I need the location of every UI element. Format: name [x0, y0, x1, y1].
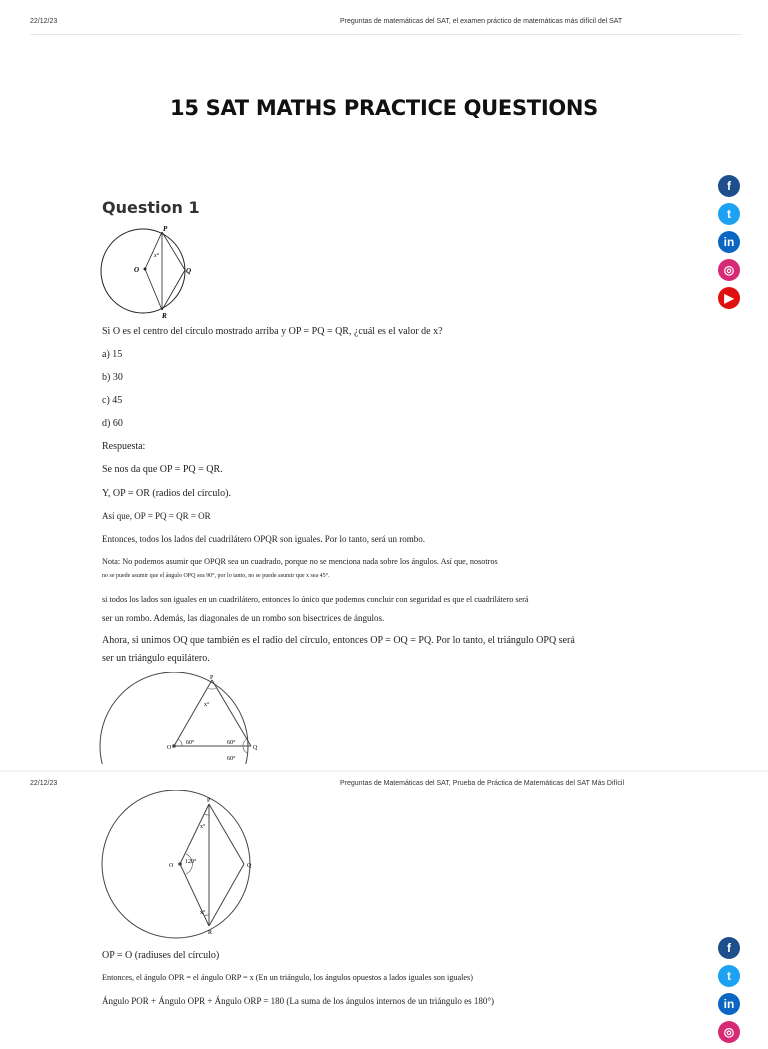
question-heading: Question 1 — [102, 198, 200, 217]
page-header — [0, 18, 768, 48]
fig1-label-o: O — [134, 266, 140, 274]
header-title: Preguntas de matemáticas del SAT, el examen práctico de matemáticas más difícil del SAT — [340, 18, 623, 25]
option-d: d) 60 — [102, 418, 123, 429]
note-line-2: no se puede asumir que el ángulo OPQ sea 90°, por lo tanto, no se puede asumir que x sea 45°. — [102, 573, 330, 579]
fig3-angle: 120° — [185, 859, 197, 865]
circle-figure-2 — [96, 672, 296, 764]
fig3-label-o: O — [169, 863, 174, 869]
instagram-icon[interactable]: ◎ — [718, 1021, 740, 1043]
option-a: a) 15 — [102, 349, 123, 360]
fig1-label-r: R — [162, 312, 167, 320]
facebook-icon[interactable]: f — [718, 175, 740, 197]
note-line-1: Nota: No podemos asumir que OPQR sea un cuadrado, porque no se menciona nada sobre los ángulos. Así que, nosotros — [102, 557, 498, 566]
social-bar — [718, 175, 742, 315]
instagram-icon[interactable]: ◎ — [718, 259, 740, 281]
page2-line-2: Entonces, el ángulo OPR = el ángulo ORP = x (En un triángulo, los ángulos opuestos a lados iguales son iguales) — [102, 973, 473, 982]
page2-line-3: Ángulo POR + Ángulo OPR + Ángulo ORP = 180 (La suma de los ángulos internos de un triángulo es 180°) — [102, 996, 494, 1006]
answer-line-4: Entonces, todos los lados del cuadrilátero OPQR son iguales. Por lo tanto, será un rombo. — [102, 534, 425, 544]
twitter-icon[interactable]: t — [718, 203, 740, 225]
question-text: Si O es el centro del círculo mostrado arriba y OP = PQ = QR, ¿cuál es el valor de x? — [102, 326, 443, 337]
circle-figure-3 — [96, 790, 266, 940]
youtube-icon[interactable]: ▶ — [718, 287, 740, 309]
linkedin-icon[interactable]: in — [718, 993, 740, 1015]
option-b: b) 30 — [102, 372, 123, 383]
fig2-angle-2: 60° — [227, 740, 236, 746]
fig2-label-p: P — [210, 675, 214, 681]
fig2-label-q: Q — [253, 745, 258, 751]
facebook-icon[interactable]: f — [718, 937, 740, 959]
fig2-angle-3: 60° — [227, 756, 236, 762]
answer-line-7: Ahora, si unimos OQ que también es el radio del círculo, entonces OP = OQ = PQ. Por lo tanto, el triángulo OPQ será — [102, 635, 575, 646]
fig2-label-o: O — [167, 745, 172, 751]
fig1-label-p: P — [163, 225, 168, 233]
fig3-label-x2: x° — [200, 910, 206, 916]
linkedin-icon[interactable]: in — [718, 231, 740, 253]
answer-line-1: Se nos da que OP = PQ = QR. — [102, 464, 223, 475]
page-break — [0, 770, 768, 772]
fig2-label-x: x° — [204, 702, 210, 708]
header-title: Preguntas de Matemáticas del SAT, Prueba de Práctica de Matemáticas del SAT Más Difícil — [340, 780, 625, 787]
answer-line-6: ser un rombo. Además, las diagonales de un rombo son bisectrices de ángulos. — [102, 613, 385, 623]
fig3-label-p: P — [207, 798, 211, 804]
fig2-angle-1: 60° — [186, 740, 195, 746]
header-date: 22/12/23 — [30, 18, 58, 25]
header-date: 22/12/23 — [30, 780, 58, 787]
answer-line-3: Así que, OP = PQ = QR = OR — [102, 511, 211, 521]
social-bar-2 — [718, 937, 742, 1049]
page-title: 15 SAT MATHS PRACTICE QUESTIONS — [170, 96, 598, 120]
figure-2-crop — [96, 672, 296, 764]
fig1-label-x: x° — [154, 253, 160, 259]
answer-label: Respuesta: — [102, 441, 146, 452]
header-divider — [30, 34, 742, 35]
answer-line-8: ser un triángulo equilátero. — [102, 653, 210, 664]
twitter-icon[interactable]: t — [718, 965, 740, 987]
fig3-label-r: R — [208, 930, 213, 936]
answer-line-2: Y, OP = OR (radios del círculo). — [102, 488, 231, 499]
answer-line-5: si todos los lados son iguales en un cuadrilátero, entonces lo único que podemos concluir con seguridad es que el cuadrilátero será — [102, 595, 529, 604]
circle-figure-1 — [96, 222, 206, 322]
option-c: c) 45 — [102, 395, 123, 406]
fig3-label-q: Q — [247, 863, 252, 869]
page2-line-1: OP = O (radiuses del círculo) — [102, 950, 220, 961]
fig1-label-q: Q — [186, 267, 192, 275]
fig3-label-x1: x° — [200, 824, 206, 830]
